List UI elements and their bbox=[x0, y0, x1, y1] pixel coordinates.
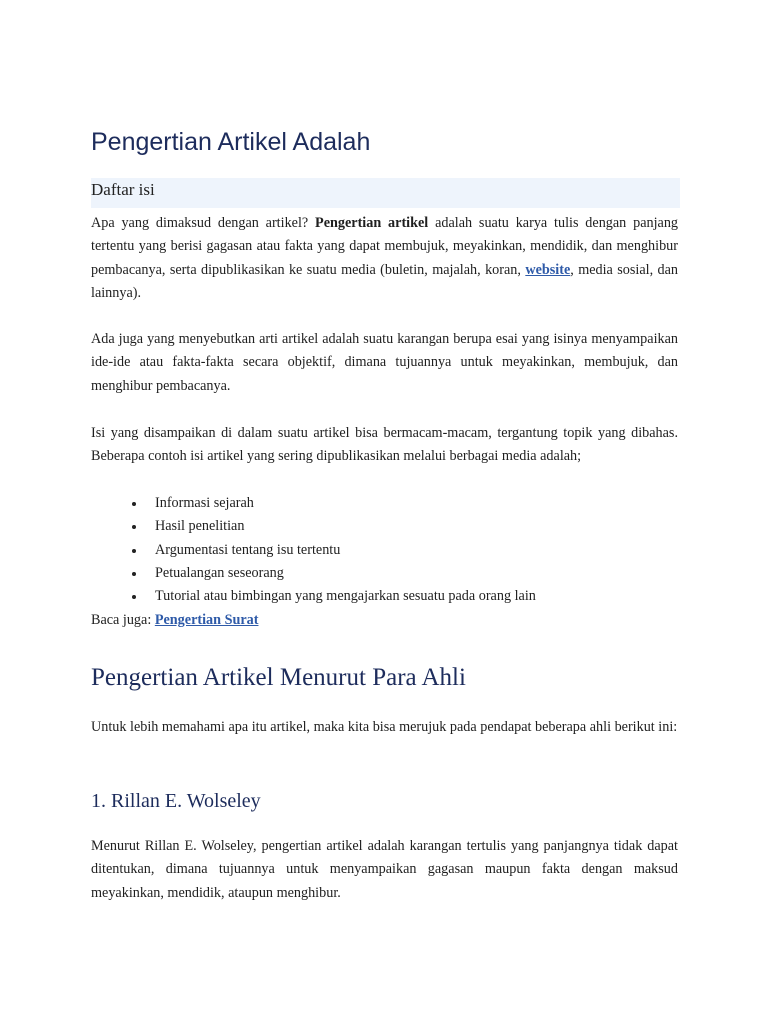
list-item bbox=[91, 585, 536, 608]
list-item bbox=[91, 492, 536, 515]
section-title: Pengertian Artikel Menurut Para Ahli bbox=[91, 664, 466, 691]
list-item-text: Tutorial atau bimbingan yang mengajarkan sesuatu pada orang lain bbox=[155, 588, 536, 605]
content-examples-list bbox=[91, 492, 536, 608]
list-item bbox=[91, 562, 536, 585]
read-also-link[interactable]: Pengertian Surat bbox=[154, 612, 259, 628]
list-item-text: Informasi sejarah bbox=[155, 495, 254, 511]
table-of-contents-toggle[interactable] bbox=[91, 178, 680, 208]
bullet-icon bbox=[132, 525, 136, 529]
read-also-label: Baca juga: bbox=[91, 612, 155, 628]
intro-text-middle: adalah suatu karya tulis dengan panjang tertentu yang berisi gagasan atau fakta yang dapat membujuk, meyakinkan, mendidik, dan menghibur pembacanya, serta dipublikasikan ke suatu media (buletin, majalah, koran, bbox=[91, 215, 679, 278]
toc-label: Daftar isi bbox=[91, 180, 155, 199]
experts-intro-paragraph: Untuk lebih memahami apa itu artikel, maka kita bisa merujuk pada pendapat beberapa ahli berikut ini: bbox=[91, 719, 678, 735]
page-title: Pengertian Artikel Adalah bbox=[91, 128, 371, 156]
wolseley-paragraph: Menurut Rillan E. Wolseley, pengertian artikel adalah karangan tertulis yang panjangnya tidak dapat ditentukan, dimana tujuannya untuk menyampaikan gagasan maupun fakta dengan maksud meyakinkan, mendidik, ataupun menghibur. bbox=[91, 838, 678, 901]
list-item-text: Petualangan seseorang bbox=[155, 564, 284, 581]
bullet-icon bbox=[132, 572, 136, 576]
intro-bold-term: Pengertian artikel bbox=[315, 215, 429, 231]
subsection-title: 1. Rillan E. Wolseley bbox=[91, 790, 261, 812]
list-item-text: Hasil penelitian bbox=[155, 518, 245, 535]
list-item bbox=[91, 515, 536, 538]
list-item bbox=[91, 539, 536, 562]
intro-text-start: Apa yang dimaksud dengan artikel? bbox=[91, 215, 316, 231]
third-paragraph: Isi yang disampaikan di dalam suatu artikel bisa bermacam-macam, tergantung topik yang dibahas. Beberapa contoh isi artikel yang sering dipublikasikan melalui berbagai media adalah; bbox=[91, 425, 678, 465]
bullet-icon bbox=[132, 502, 136, 506]
read-also bbox=[91, 609, 258, 632]
intro-text-end: , media sosial, dan lainnya). bbox=[91, 261, 679, 301]
bullet-icon bbox=[132, 595, 136, 599]
intro-paragraph bbox=[91, 212, 678, 305]
list-item-text: Argumentasi tentang isu tertentu bbox=[155, 541, 341, 558]
website-link[interactable]: website bbox=[525, 261, 571, 278]
bullet-icon bbox=[132, 549, 136, 553]
second-paragraph: Ada juga yang menyebutkan arti artikel adalah suatu karangan berupa esai yang isinya menyampaikan ide-ide atau fakta-fakta secara objektif, dimana tujuannya untuk meyakinkan, membujuk, dan menghibur pembacanya. bbox=[91, 331, 678, 394]
